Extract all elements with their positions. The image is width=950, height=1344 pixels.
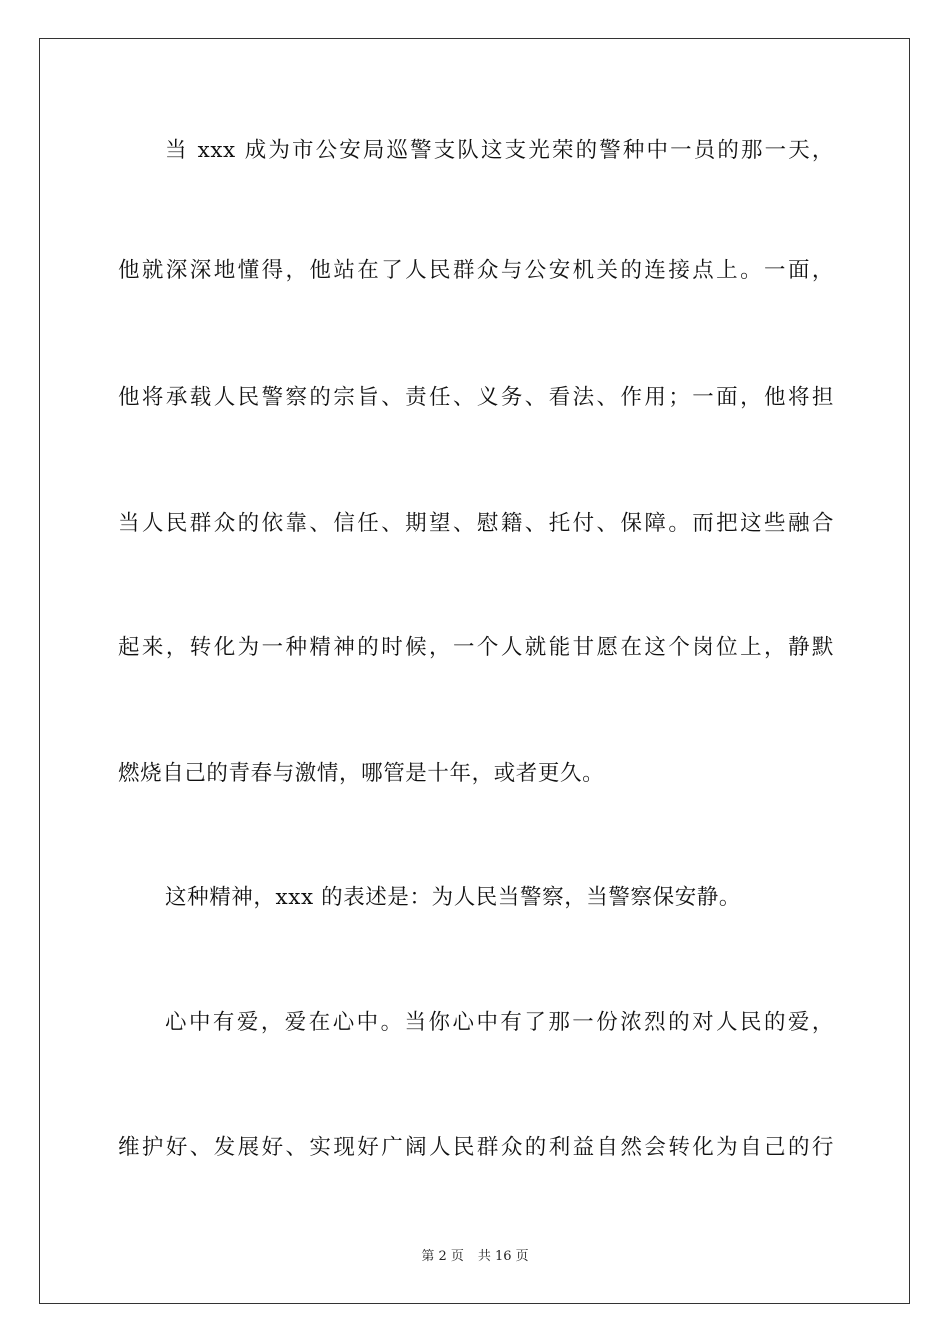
page-number: 第 2 页 — [421, 1249, 464, 1264]
paragraph-line-8: 心中有爱，爱在心中。当你心中有了那一份浓烈的对人民的爱， — [165, 1010, 834, 1035]
paragraph-line-4: 当人民群众的依靠、信任、期望、慰籍、托付、保障。而把这些融合 — [118, 511, 834, 536]
page-total: 共 16 页 — [477, 1249, 529, 1264]
page-footer — [0, 1247, 950, 1267]
paragraph-line-2: 他就深深地懂得，他站在了人民群众与公安机关的连接点上。一面， — [118, 258, 834, 283]
paragraph-line-3: 他将承载人民警察的宗旨、责任、义务、看法、作用；一面，他将担 — [118, 385, 834, 410]
paragraph-line-7: 这种精神，xxx 的表述是：为人民当警察，当警察保安静。 — [165, 885, 742, 910]
paragraph-line-1: 当 xxx 成为市公安局巡警支队这支光荣的警种中一员的那一天， — [165, 138, 834, 163]
paragraph-line-9: 维护好、发展好、实现好广阔人民群众的利益自然会转化为自己的行 — [118, 1135, 834, 1160]
page-frame — [39, 38, 910, 1304]
paragraph-line-6: 燃烧自己的青春与激情，哪管是十年，或者更久。 — [118, 761, 605, 786]
paragraph-line-5: 起来，转化为一种精神的时候，一个人就能甘愿在这个岗位上，静默 — [118, 635, 834, 660]
